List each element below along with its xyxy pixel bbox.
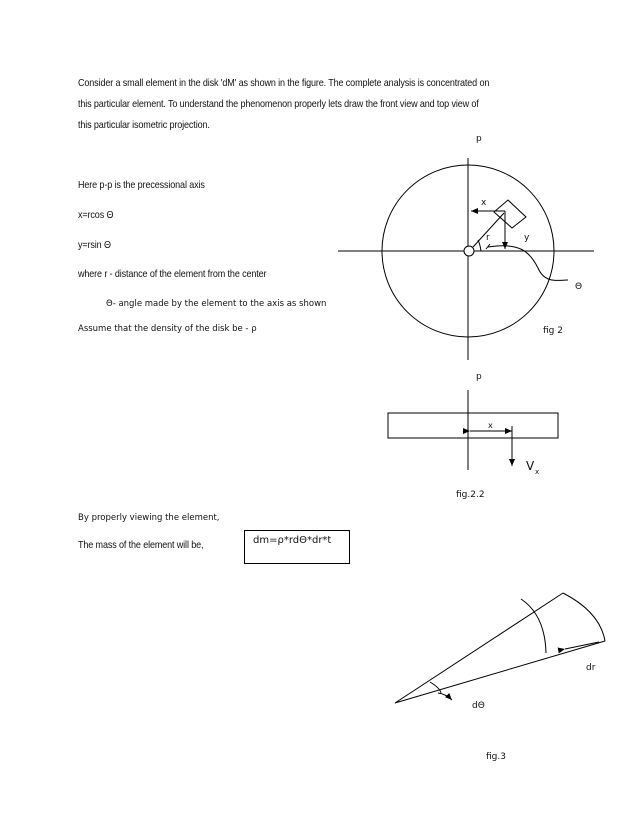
intro-line-3: this particular isometric projection. (78, 119, 210, 131)
axis-definition: Here p-p is the precessional axis (78, 179, 205, 191)
x-equation: x=rcos Θ (78, 209, 114, 221)
theta-arc (478, 240, 481, 251)
fig2-x-label: x (481, 198, 487, 208)
dtheta-leader (438, 693, 452, 700)
mass-text: The mass of the element will be, (78, 539, 204, 551)
sector-edge-lower (395, 641, 605, 703)
fig22-x-label: x (488, 421, 493, 430)
r-definition: where r - distance of the element from the center (78, 268, 267, 280)
p-bottom-label: p (476, 372, 482, 382)
dtheta-label: dΘ (472, 701, 485, 711)
outer-arc (563, 593, 605, 641)
mass-equation: dm=ρ*rdΘ*dr*t (253, 535, 332, 546)
sector-edge-upper (395, 593, 563, 703)
density-definition: Assume that the density of the disk be - ρ (78, 324, 257, 334)
fig2-caption: fig 2 (543, 326, 563, 336)
y-equation: y=rsin Θ (78, 239, 111, 251)
disk-element (494, 200, 526, 228)
viewing-text: By properly viewing the element, (78, 513, 220, 523)
dr-label: dr (586, 663, 596, 673)
disk-center-hub (464, 246, 474, 256)
fig2-theta-label: Θ (575, 282, 583, 292)
p-top-label: p (476, 134, 482, 144)
fig3-caption: fig.3 (486, 752, 506, 762)
theta-definition: Θ- angle made by the element to the axis as shown (106, 299, 327, 309)
disk-front-rect (388, 413, 558, 438)
fig2-y-label: y (524, 233, 530, 243)
intro-line-2: this particular element. To understand the phenomenon properly lets draw the front view and top view of (78, 98, 479, 110)
intro-line-1: Consider a small element in the disk 'dM' as shown in the figure. The complete analysis is concentrated on (78, 77, 490, 89)
vx-subscript: x (535, 468, 540, 476)
fig2-top-view (338, 134, 594, 382)
vx-label: V (526, 459, 535, 473)
fig3-sector (395, 593, 605, 762)
fig2-r-label: r (486, 233, 490, 243)
fig22-front-view (388, 390, 558, 500)
fig22-caption: fig.2.2 (456, 490, 485, 500)
